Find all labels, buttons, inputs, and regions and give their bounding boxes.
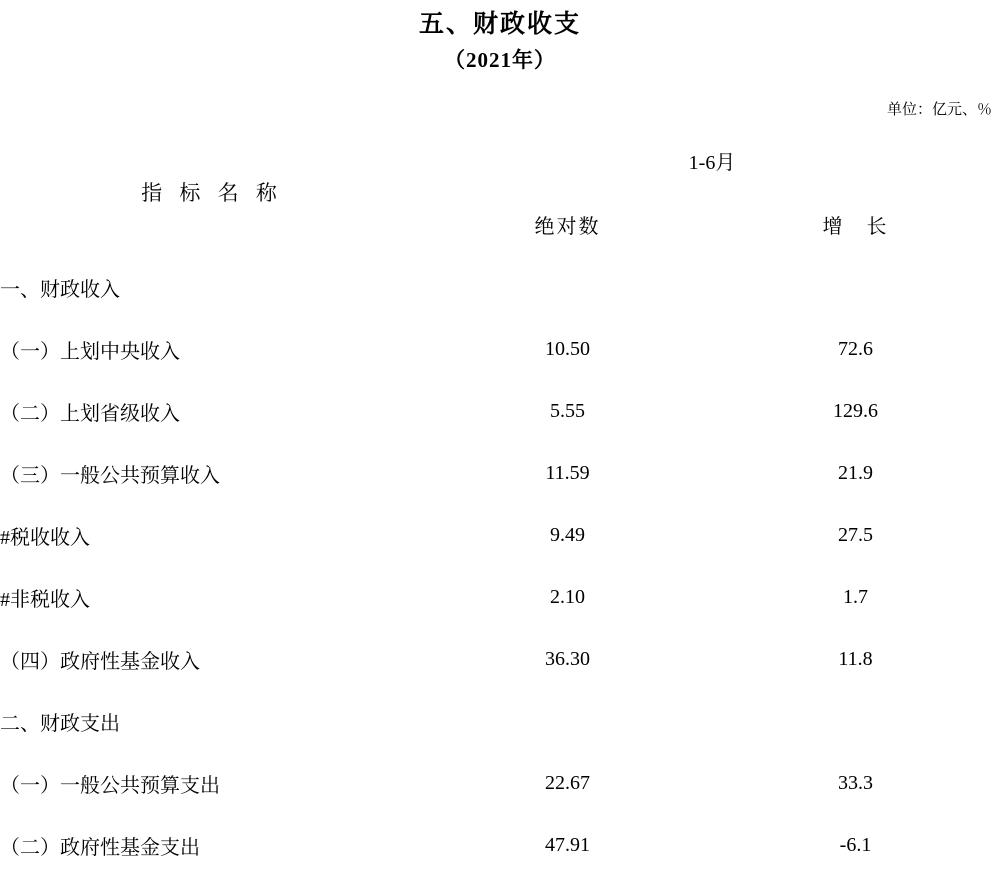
row-absolute: 47.91	[545, 833, 590, 856]
table-header	[0, 128, 1000, 256]
column-header-absolute: 绝对数	[534, 215, 601, 238]
finance-table	[0, 128, 1000, 876]
row-label: （一）上划中央收入	[0, 340, 180, 363]
page-title: 五、财政收支	[418, 11, 581, 38]
row-label: （三）一般公共预算收入	[0, 464, 220, 487]
row-label: （一）一般公共预算支出	[0, 774, 220, 797]
table-row	[0, 256, 1000, 318]
row-absolute: 2.10	[550, 585, 585, 608]
row-label: 一、财政收入	[0, 278, 120, 301]
row-growth: 129.6	[833, 399, 878, 422]
row-growth: -6.1	[839, 833, 872, 856]
row-label: （四）政府性基金收入	[0, 650, 200, 673]
row-absolute	[424, 690, 711, 752]
row-growth: 21.9	[838, 461, 873, 484]
table-row	[0, 380, 1000, 442]
row-growth: 27.5	[838, 523, 873, 546]
column-header-indicator-name: 指 标 名 称	[141, 181, 283, 205]
table-row	[0, 690, 1000, 752]
page-subtitle: （2021年）	[444, 48, 556, 72]
table-row	[0, 628, 1000, 690]
row-absolute: 10.50	[545, 337, 590, 360]
row-label: 二、财政支出	[0, 712, 120, 735]
row-growth: 11.8	[838, 647, 873, 670]
row-label: （二）上划省级收入	[0, 402, 180, 425]
table-row	[0, 442, 1000, 504]
table-row	[0, 318, 1000, 380]
table-body	[0, 256, 1000, 876]
row-growth	[711, 690, 1000, 752]
row-growth: 72.6	[838, 337, 873, 360]
row-absolute: 11.59	[545, 461, 590, 484]
row-label: （二）政府性基金支出	[0, 836, 200, 859]
table-row	[0, 504, 1000, 566]
row-label: #非税收入	[0, 588, 90, 611]
row-absolute: 5.55	[550, 399, 585, 422]
table-row	[0, 566, 1000, 628]
row-absolute: 36.30	[545, 647, 590, 670]
table-row	[0, 814, 1000, 876]
page	[0, 8, 1000, 881]
unit-note: 单位：亿元、％	[886, 102, 992, 118]
row-growth	[711, 256, 1000, 318]
row-absolute: 9.49	[550, 523, 585, 546]
row-absolute: 22.67	[545, 771, 590, 794]
row-growth: 1.7	[843, 585, 868, 608]
table-row	[0, 752, 1000, 814]
row-absolute	[424, 256, 711, 318]
column-header-growth: 增 长	[822, 215, 889, 238]
row-label: #税收收入	[0, 526, 90, 549]
row-growth: 33.3	[838, 771, 873, 794]
column-header-period: 1-6月	[688, 151, 736, 174]
